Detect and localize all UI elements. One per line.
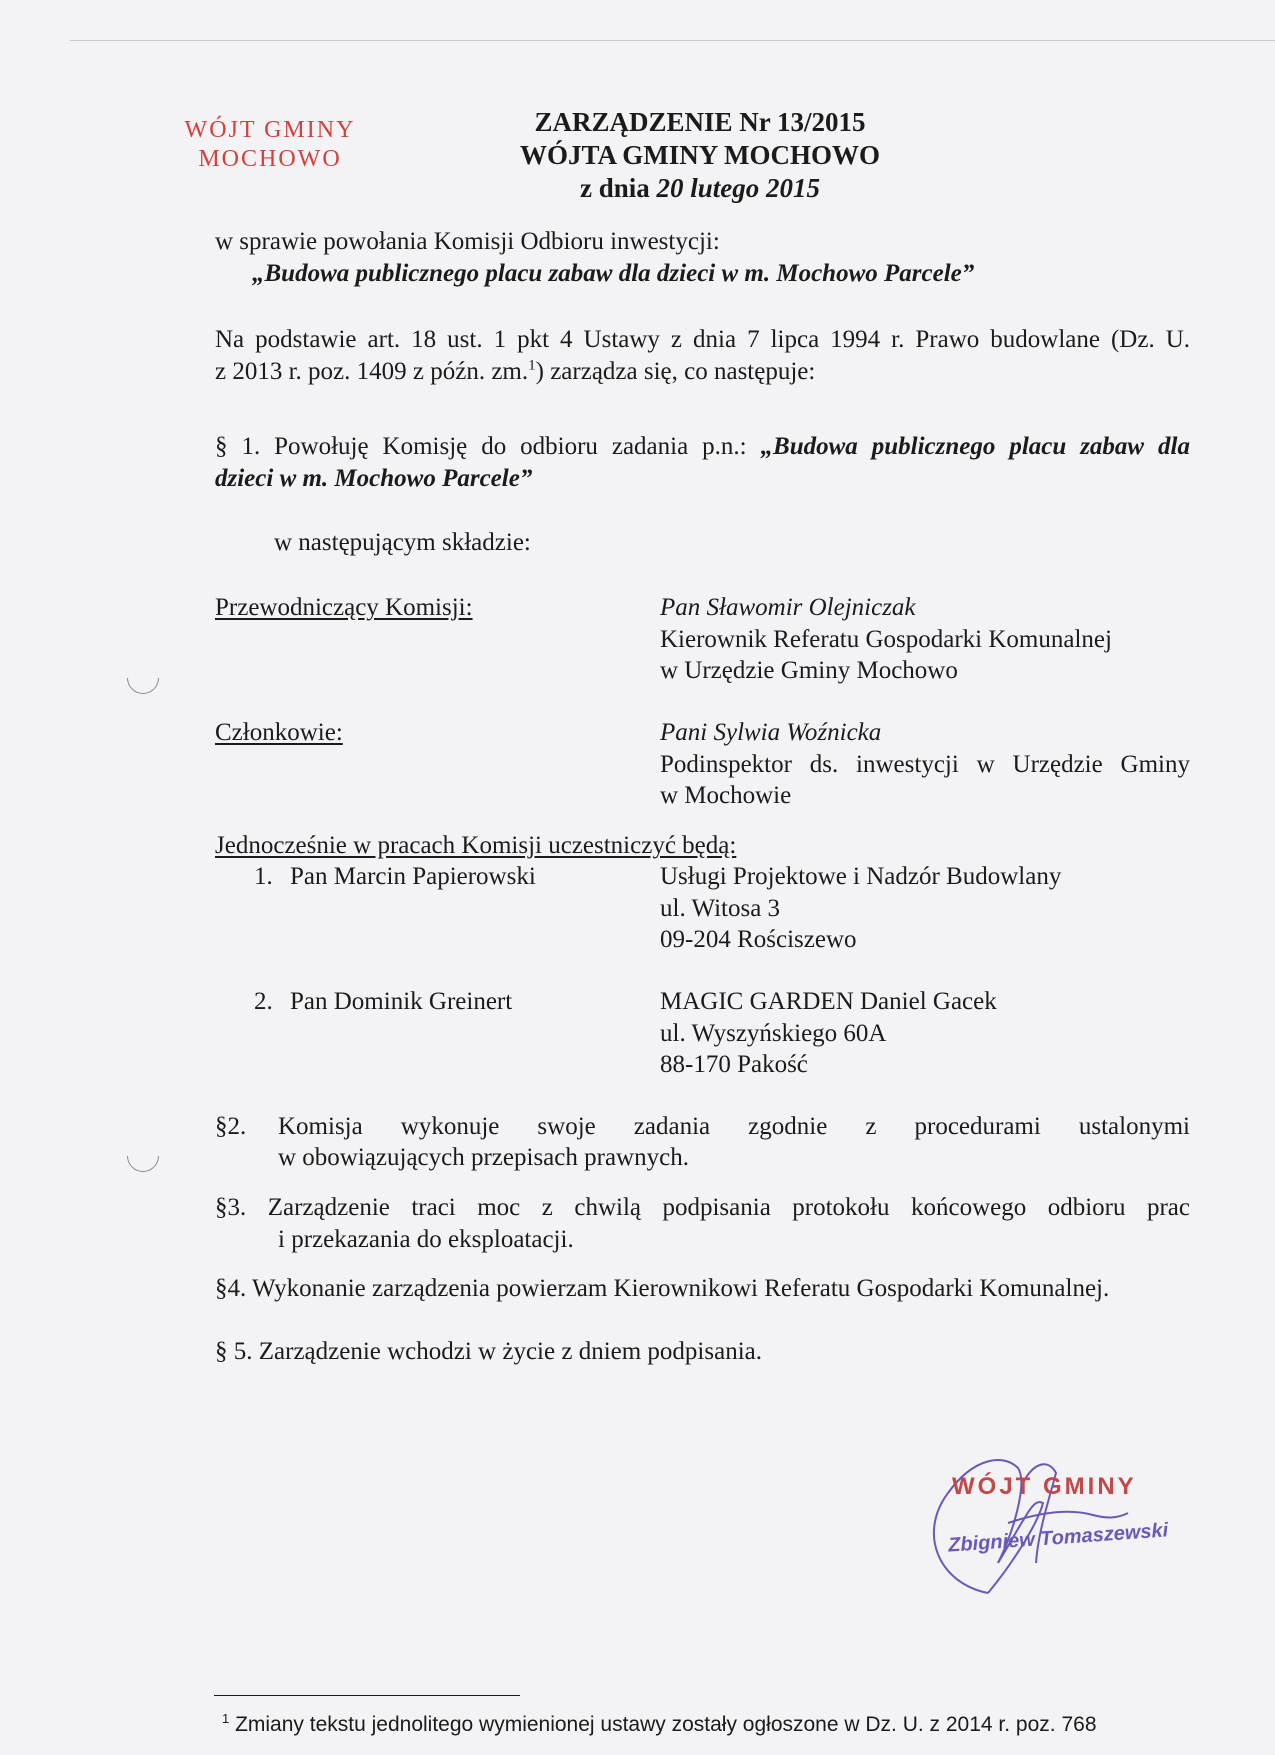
punch-hole-mark	[120, 1133, 165, 1178]
participant-addr1-2: ul. Wyszyńskiego 60A	[660, 1020, 887, 1047]
participants-label: Jednocześnie w pracach Komisji uczestniczyć będą:	[215, 832, 737, 859]
date-value: 20 lutego 2015	[656, 173, 821, 203]
footnote-mark: 1	[222, 1711, 230, 1726]
chair-role2: w Urzędzie Gminy Mochowo	[660, 657, 958, 684]
header-stamp	[150, 116, 390, 174]
participant-addr2-1: 09-204 Rościszewo	[660, 926, 857, 953]
title-line1: ZARZĄDZENIE Nr 13/2015	[534, 107, 866, 137]
footnote	[222, 1713, 1097, 1737]
para5: § 5. Zarządzenie wchodzi w życie z dniem podpisania.	[215, 1338, 762, 1365]
para3-line2: i przekazania do eksploatacji.	[278, 1226, 574, 1253]
subject-line2: „Budowa publicznego placu zabaw dla dzieci w m. Mochowo Parcele”	[252, 260, 975, 287]
footnote-ref: 1	[528, 357, 536, 374]
footnote-separator	[214, 1695, 520, 1696]
header-stamp-line1: WÓJT GMINY	[184, 117, 356, 143]
basis-line1: Na podstawie art. 18 ust. 1 pkt 4 Ustawy z dnia 7 lipca 1994 r. Prawo budowlane (Dz. U.	[215, 326, 1190, 353]
participant-num-1: 1.	[254, 863, 273, 890]
member-name: Pani Sylwia Woźnicka	[660, 719, 882, 746]
member-role1: Podinspektor ds. inwestycji w Urzędzie Gminy	[660, 751, 1190, 778]
para1-task-name-1: „Budowa publicznego placu zabaw dla	[760, 433, 1191, 460]
title-date	[460, 172, 940, 205]
chair-name: Pan Sławomir Olejniczak	[660, 594, 916, 621]
para1-line1	[215, 431, 1190, 462]
participant-addr2-2: 88-170 Pakość	[660, 1051, 808, 1078]
header-stamp-line2: MOCHOWO	[198, 146, 342, 172]
composition-intro: w następującym składzie:	[274, 529, 531, 556]
para1-prefix: § 1. Powołuję Komisję do odbioru zadania p.n.:	[215, 433, 761, 460]
member-role2: w Mochowie	[660, 782, 792, 809]
para2-line1: Komisja wykonuje swoje zadania zgodnie z procedurami ustalonymi	[278, 1113, 1190, 1140]
title-line2: WÓJTA GMINY MOCHOWO	[520, 140, 880, 170]
participant-org-2: MAGIC GARDEN Daniel Gacek	[660, 988, 997, 1015]
basis-line2-text: z 2013 r. poz. 1409 z późn. zm.	[215, 358, 529, 385]
signature-stamp-title: WÓJT GMINY	[952, 1473, 1137, 1500]
participant-num-2: 2.	[254, 988, 273, 1015]
para1-line2: dzieci w m. Mochowo Parcele”	[215, 465, 533, 492]
participant-name-2: Pan Dominik Greinert	[290, 988, 513, 1015]
subject-line1: w sprawie powołania Komisji Odbioru inwestycji:	[215, 228, 720, 255]
participant-name-1: Pan Marcin Papierowski	[290, 863, 536, 890]
chair-role1: Kierownik Referatu Gospodarki Komunalnej	[660, 626, 1112, 653]
para2-num: §2.	[215, 1113, 247, 1140]
basis-line2	[215, 356, 815, 387]
para2-line2: w obowiązujących przepisach prawnych.	[278, 1144, 689, 1171]
participant-addr1-1: ul. Witosa 3	[660, 895, 781, 922]
signature-stamp-name: Zbigniew Tomaszewski	[947, 1519, 1169, 1557]
punch-hole-mark	[120, 655, 165, 700]
chair-label: Przewodniczący Komisji:	[215, 594, 473, 621]
participant-org-1: Usługi Projektowe i Nadzór Budowlany	[660, 863, 1062, 890]
basis-line2-end: ) zarządza się, co następuje:	[535, 358, 816, 385]
signature-stamp	[918, 1443, 1188, 1613]
para4: §4. Wykonanie zarządzenia powierzam Kierownikowi Referatu Gospodarki Komunalnej.	[215, 1275, 1110, 1302]
para3-line1: §3. Zarządzenie traci moc z chwilą podpisania protokołu końcowego odbioru prac	[215, 1194, 1190, 1221]
footnote-text: Zmiany tekstu jednolitego wymienionej ustawy zostały ogłoszone w Dz. U. z 2014 r. poz. 768	[229, 1713, 1097, 1736]
date-prefix: z dnia	[579, 173, 650, 203]
document-title	[460, 106, 940, 205]
members-label: Członkowie:	[215, 719, 343, 746]
scan-edge-line	[70, 40, 1275, 41]
